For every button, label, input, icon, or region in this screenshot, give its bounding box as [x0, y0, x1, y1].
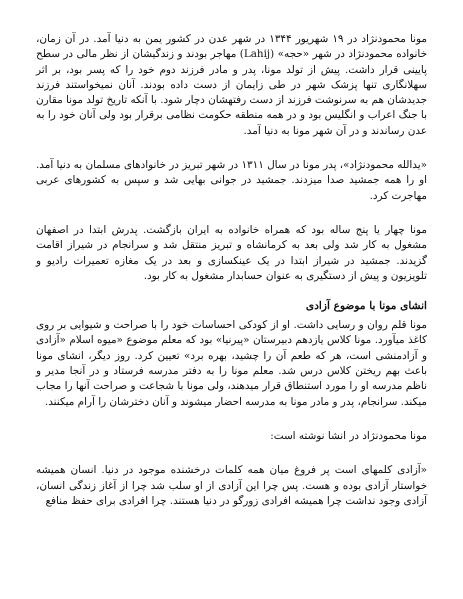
- section-heading: انشای مونا با موضوع آزادی: [305, 300, 427, 313]
- body-paragraph-1: مونا محمودنژاد در ۱۹ شهریور ۱۳۴۴ در شهر عدن در کشور یمن به دنیا آمد. در آن زمان، خانواده محمودنژاد در شهر «حجه» (Lahij) مهاجر بودند و زندگیشان از نظر مالی در سطح پایینی قرار داشت. پیش از تولد مونا، پدر و مادر فرزند دوم خود را که پسر بود، بر اثر سهلانگاری تنها پزشک شهر در طی زایمان از دست داده بودند. آنان نمیخواستند فرزند جدیدشان هم به سرنوشت فرزند از دست رفتهشان دچار شود. با آنکه تاریخ تولد مونا مقارن با جنگ اعراب و انگلیس بود و در همه منطقه حکومت نظامی برقرار بود ولی آنان خود را به عدن رساندند و در آن شهر مونا به دنیا آمد.: [36, 33, 428, 137]
- section-paragraph-3: «آزادی کلمهای است پر فروغ میان همه کلمات درخشنده موجود در دنیا. انسان همیشه خواستار آزادی بوده و هست. پس چرا این آزادی از او سلب شد چرا از آغاز زندگی انسان، آزادی وجود نداشت چرا همیشه افرادی زورگو در دنیا هستند. چرا افرادی برای حفظ منافع: [36, 464, 427, 507]
- section-paragraph-2: مونا محمودنژاد در انشا نوشته است:: [270, 429, 427, 442]
- body-paragraph-3: مونا چهار یا پنج ساله بود که همراه خانواده به ایران بازگشت. پدرش ابتدا در اصفهان مشغول به کار شد ولی بعد به کرمانشاه و تبریز منتقل شد و سرانجام در شیراز اقامت گزیدند. جمشید در شیراز ابتدا در یک عینکسازی و بعد در یک مغازه تعمیرات رادیو و تلویزیون و پیش از دستگیری به عنوان حسابدار مشغول به کار بود.: [36, 223, 427, 282]
- section-paragraph-1: مونا قلم روان و رسایی داشت. او از کودکی احساسات خود را با صراحت و شیوایی بر روی کاغذ میآورد. مونا کلاس یازدهم دبیرستان «پیرنیا» بود که معلم موضوع «میوه اسلام «آزادی و آزادمنشی است، هر که طعم آن را چشید، بهره برد» تعیین کرد. روز دیگر، انشای مونا باعث بهم ریختن کلاس درس شد. معلم مونا را به دفتر مدرسه فرستاد و در آنجا مدیر و ناظم مدرسه او را مورد استنطاق قرار میدهند، ولی مونا با شجاعت و صراحت آنها را مجاب میکند. سرانجام، پدر و مادر مونا به مدرسه احضار میشوند و آنان دخترشان را آرام میکنند.: [36, 319, 427, 408]
- body-paragraph-2: «یدالله محمودنژاد»، پدر مونا در سال ۱۳۱۱ در شهر تبریز در خانوادهای مسلمان به دنیا آمد. او را همه جمشید صدا میزدند. جمشید در جوانی بهایی شد و سپس به کشورهای عربی مهاجرت کرد.: [36, 159, 428, 202]
